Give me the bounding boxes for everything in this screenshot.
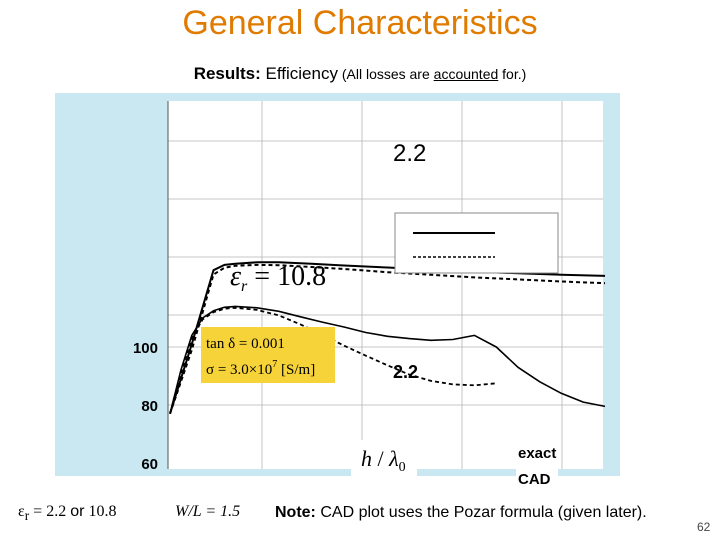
xlabel-lambda: λ xyxy=(389,446,399,471)
ytick-label: 60 xyxy=(141,456,158,473)
xlabel-sub: 0 xyxy=(398,460,406,475)
eps-value: = 10.8 xyxy=(247,261,327,292)
wl-ratio-note: W/L = 1.5 xyxy=(175,503,241,520)
eps-sub: r xyxy=(241,278,248,295)
xlabel-sep: / xyxy=(372,446,390,471)
param-sigma-exp: 7 xyxy=(272,359,278,370)
subtitle-main: Efficiency xyxy=(260,64,338,83)
efficiency-chart xyxy=(55,93,620,488)
cad-note xyxy=(275,504,647,522)
xlabel-var: h xyxy=(361,446,372,471)
legend-cad-label: CAD xyxy=(518,471,551,488)
subtitle-paren-2: for.) xyxy=(498,66,527,82)
ytick-label: 80 xyxy=(141,398,158,415)
bl-eq: = 2.2 xyxy=(29,503,71,520)
subtitle-underlined: accounted xyxy=(433,66,499,82)
bl-eps: ε xyxy=(18,503,25,520)
legend-exact-label: exact xyxy=(518,445,557,462)
subtitle-paren-1: (All losses are xyxy=(337,66,434,82)
subtitle-bold: Results: xyxy=(193,64,261,83)
legend-box xyxy=(395,213,558,273)
slide-subtitle xyxy=(0,64,720,84)
page-number: 62 xyxy=(697,520,711,534)
param-tan-delta: tan δ = 0.001 xyxy=(206,336,285,352)
eps-values-note xyxy=(18,503,116,524)
param-sigma-unit: [S/m] xyxy=(277,362,316,378)
curve-label-top: 2.2 xyxy=(393,140,427,167)
bl-or: or xyxy=(70,503,85,520)
ytick-label: 100 xyxy=(132,340,158,357)
bl-val: 10.8 xyxy=(84,503,117,520)
efficiency-figure xyxy=(55,93,620,488)
param-sigma xyxy=(206,359,315,378)
slide-title: General Characteristics xyxy=(182,4,538,42)
curve-label-lower: 2.2 xyxy=(393,362,419,382)
note-bold: Note: xyxy=(275,504,316,521)
param-sigma-main: σ = 3.0×10 xyxy=(206,362,273,378)
eps-symbol: ε xyxy=(230,261,242,292)
bl-sub: r xyxy=(24,508,30,524)
note-text: CAD plot uses the Pozar formula (given later). xyxy=(315,504,647,521)
